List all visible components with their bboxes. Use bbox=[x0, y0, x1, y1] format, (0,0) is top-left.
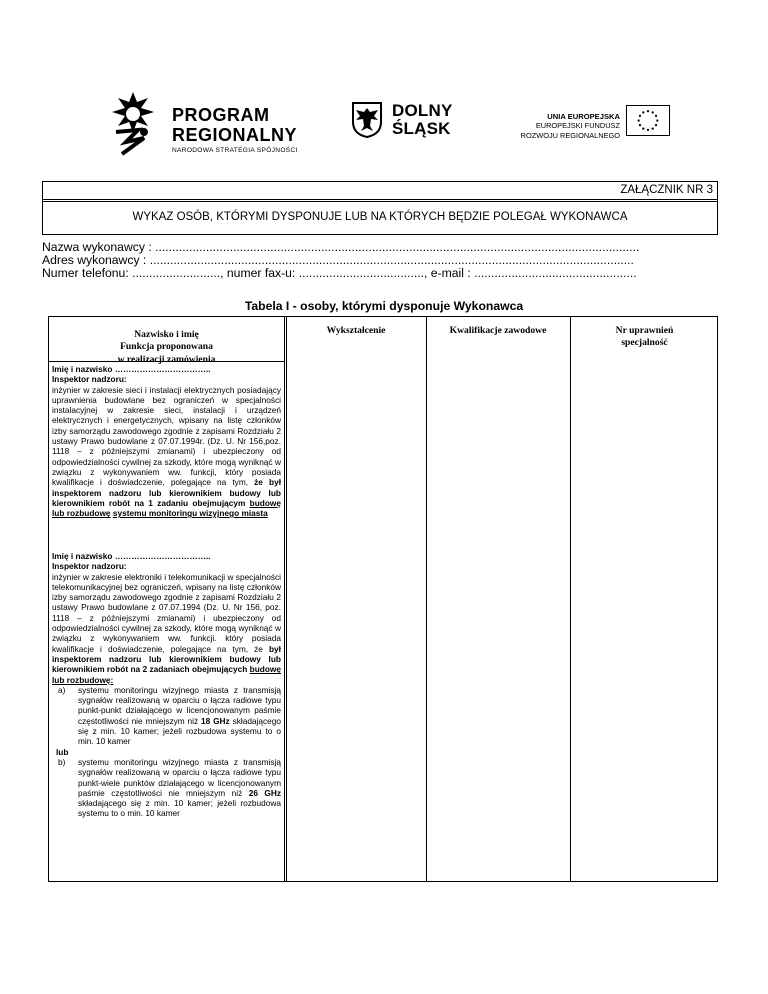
contractor-address-line: Adres wykonawcy : ............................................................................................................................................... bbox=[42, 253, 634, 267]
table-entry-telecom-inspector bbox=[52, 551, 281, 819]
column-header-line: specjalność bbox=[621, 337, 668, 349]
name-label: Imię i nazwisko …………………………….. bbox=[52, 551, 211, 561]
column-header-qualifications: Kwalifikacje zawodowe bbox=[449, 325, 547, 336]
logo-eu-line1: UNIA EUROPEJSKA bbox=[547, 112, 620, 121]
logo-banner bbox=[96, 72, 676, 176]
option-b-text bbox=[74, 757, 281, 819]
contractor-contact-line: Numer telefonu: .........................., numer fax-u: ....................................., e-mail : ................................................ bbox=[42, 266, 637, 280]
column-divider bbox=[570, 317, 571, 881]
dolny-slask-logo-text bbox=[392, 102, 453, 137]
option-b-text-part1: systemu monitoringu wizyjnego miasta z transmisją sygnałów realizowaną w oparciu o łącza radiowe typu punkt-wiele punktów działającego w licencjonowanym paśmie częstotliwości nie mniejszym niż bbox=[78, 756, 281, 798]
option-a bbox=[52, 685, 281, 747]
role-label: Inspektor nadzoru: bbox=[52, 561, 127, 572]
column-header-education: Wykształcenie bbox=[326, 325, 386, 336]
logo-ds-line2: ŚLĄSK bbox=[392, 119, 451, 138]
table-entry-electrical-inspector bbox=[52, 364, 281, 518]
entry-description bbox=[52, 385, 281, 519]
column-header-line: Funkcja proponowana bbox=[120, 341, 213, 353]
option-a-text-part1: systemu monitoringu wizyjnego miasta z transmisją sygnałów realizowaną w oparciu o łącza radiowe typu punkt-punkt działającego w licencjonowanym paśmie częstotliwości nie mniejszym niż bbox=[78, 684, 281, 726]
option-b-frequency: 26 GHz bbox=[248, 787, 281, 798]
logo-pr-line3: NARODOWA STRATEGIA SPÓJNOŚCI bbox=[172, 147, 298, 154]
eu-logo-text bbox=[506, 112, 620, 140]
document-header-frame bbox=[42, 181, 718, 235]
option-or-label: lub bbox=[56, 746, 69, 757]
column-divider bbox=[426, 317, 427, 881]
table-caption: Tabela I - osoby, którymi dysponuje Wykonawca bbox=[244, 299, 524, 313]
option-a-text-part2: składającego się z min. 10 kamer; jeżeli rozbudowa systemu to o min. 10 kamer bbox=[78, 715, 281, 747]
entry-requirement-underlined: budowę lub rozbudowę bbox=[52, 497, 281, 519]
column-divider bbox=[286, 317, 287, 881]
option-a-frequency: 18 GHz bbox=[201, 715, 230, 726]
entry-description bbox=[52, 572, 281, 685]
document-title: WYKAZ OSÓB, KTÓRYMI DYSPONUJE LUB NA KTÓRYCH BĘDZIE POLEGAŁ WYKONAWCA bbox=[132, 211, 628, 223]
logo-eu-line2: EUROPEJSKI FUNDUSZ bbox=[535, 121, 620, 131]
option-a-label: a) bbox=[58, 684, 66, 695]
entry-requirement-underlined: budowę lub rozbudowę: bbox=[52, 664, 281, 685]
column-divider bbox=[284, 317, 285, 881]
option-b bbox=[52, 757, 281, 819]
entry-requirement: że był inspektorem nadzoru lub kierownikiem budowy lub kierownikiem robót na 1 zadaniu obejmującym bbox=[52, 477, 282, 508]
header-divider-secondary bbox=[43, 201, 717, 202]
header-divider bbox=[43, 199, 717, 200]
program-regionalny-logo-text bbox=[172, 106, 298, 155]
column-header-line: Nr uprawnień bbox=[615, 325, 674, 336]
logo-eu-line3: ROZWOJU REGIONALNEGO bbox=[520, 130, 620, 140]
column-header-line: w realizacji zamówienia bbox=[117, 353, 216, 365]
entry-requirement-system: systemu monitoringu wizyjnego miasta bbox=[112, 508, 268, 519]
name-label: Imię i nazwisko …………………………….. bbox=[52, 364, 211, 374]
column-header-name-function bbox=[49, 329, 284, 366]
entry-body: inżynier w zakresie sieci i instalacji elektrycznych posiadający uprawnienia budowlane bez ograniczeń w specjalności instalacyjnej w zakresie sieci, instalacji i urządzeń elektrycznych i energetycznych, wpisany na listę członków izby samorządu zawodowego zgodnie z zapisami Rozdziału 2 ustawy Prawo budowlane z 07.07.1994r. (Dz. U. Nr 156,poz. 1118 – z późniejszymi zmianami) i ubezpieczony od odpowiedzialności cywilnej za szkody, które mogą wyniknąć w związku z wykonywaniem ww. funkcji, który posiada kwalifikacje i doświadczenie, polegające na tym, bbox=[52, 384, 281, 488]
role-label: Inspektor nadzoru: bbox=[52, 374, 127, 385]
option-b-label: b) bbox=[58, 756, 66, 767]
column-header-license bbox=[570, 325, 719, 350]
eu-flag-icon bbox=[626, 105, 670, 136]
annex-number: ZAŁĄCZNIK NR 3 bbox=[620, 184, 713, 196]
program-regionalny-logo-mark bbox=[110, 92, 156, 156]
contractor-name-line: Nazwa wykonawcy : ............................................................................................................................................... bbox=[42, 240, 640, 254]
entry-body: inżynier w zakresie elektroniki i telekomunikacji w specjalności telekomunikacyjnej bez ograniczeń, wpisany na listę członków izby samorządu zawodowego zgodnie z zapisami Rozdziału 2 ustawy Prawo budowlane z 07.07.1994 (Dz. U. Nr 156, poz. 1118 – z późniejszymi zmianami) i ubezpieczony od odpowiedzialności cywilnej za szkody, które mogą wyniknąć w związku z wykonywaniem ww. funkcji. który posiada kwalifikacje i doświadczenie, polegające na tym, że bbox=[52, 571, 281, 654]
logo-pr-line2: REGIONALNY bbox=[172, 125, 298, 145]
staff-table bbox=[48, 316, 718, 882]
entry-requirement: był inspektorem nadzoru lub kierownikiem budowy lub kierownikiem robót na 2 zadaniach obejmujących bbox=[52, 643, 281, 675]
eagle-crest-icon bbox=[352, 102, 382, 138]
column-header-line: Nazwisko i imię bbox=[134, 329, 199, 340]
option-b-text-part2: składającego się z min. 10 kamer; jeżeli rozbudowa systemu to o min. 10 kamer bbox=[78, 798, 281, 819]
option-a-text bbox=[74, 685, 281, 747]
logo-pr-line1: PROGRAM bbox=[172, 105, 270, 125]
logo-ds-line1: DOLNY bbox=[392, 101, 453, 120]
